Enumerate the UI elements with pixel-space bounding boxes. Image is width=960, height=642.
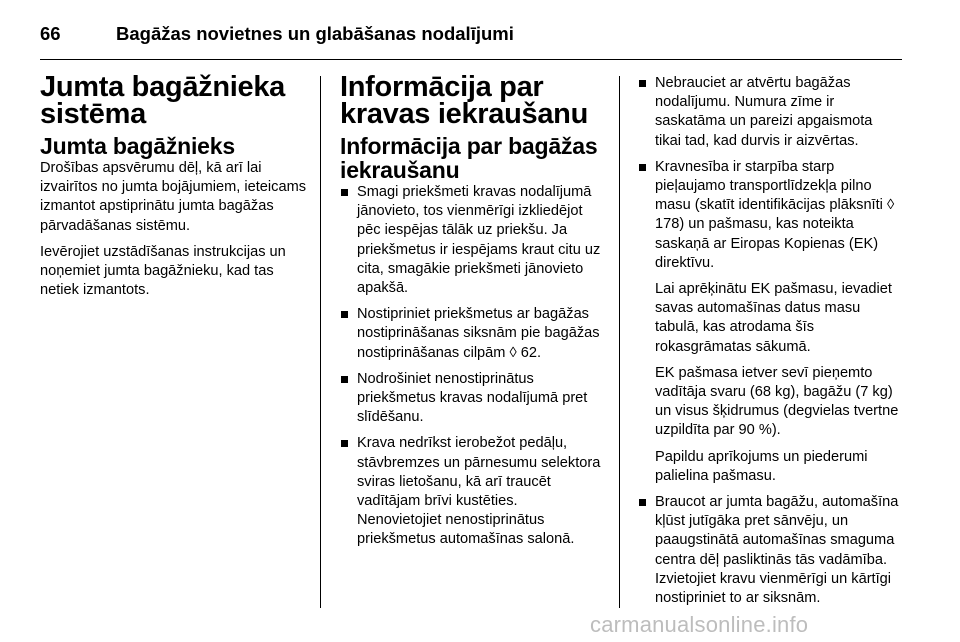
page-header (40, 14, 902, 54)
column-divider-2 (619, 76, 620, 608)
column-1 (40, 71, 312, 307)
column-2 (340, 71, 602, 557)
list-item: Krava nedrīkst ierobežot pedāļu, stāvbremzes un pārnesumu selektora sviras lietošanu, kā arī traucēt vadītājam brīvi kustēties. Nenovietojiet nenostiprinātus priekšmetus automašīnas salonā. (340, 434, 602, 549)
paragraph: EK pašmasa ietver sevī pieņemto vadītāja svaru (68 kg), bagāžu (7 kg) un visus šķidrumus (degvielas tvertne uzpildīta par 90 %). (655, 364, 899, 439)
list-item: Braucot ar jumta bagāžu, automašīna kļūst jutīgāka pret sānvēju, un paaugstinātā automašīnas smaguma centra dēļ pasliktinās tās vadāmība. Izvietojiet kravu vienmērīgi un kārtīgi nostipriniet to ar siksnām. (638, 493, 902, 608)
column-divider-1 (320, 76, 321, 608)
list-item: Nodrošiniet nenostiprinātus priekšmetus kravas nodalījumā pret slīdēšanu. (340, 370, 602, 428)
paragraph: Ievērojiet uzstādīšanas instrukcijas un noņemiet jumta bagāžnieku, kad tas netiek izmantots. (40, 243, 286, 299)
paragraph: Papildu aprīkojums un piederumi palielina pašmasu. (655, 448, 868, 484)
list-item: Smagi priekšmeti kravas nodalījumā jānovieto, tos vienmērīgi izkliedējot pēc iespējas tālāk uz priekšu. Ja priekšmetus ir iespējams kraut citu uz cita, smagākie priekšmeti jānovieto apakšā. (340, 183, 602, 298)
page-number: 66 (40, 23, 61, 44)
running-title: Bagāžas novietnes un glabāšanas nodalījumi (116, 23, 514, 44)
paragraph: Lai aprēķinātu EK pašmasu, ievadiet savas automašīnas datus masu tabulā, kas atrodama šīs rokasgrāmatas sākumā. (655, 281, 892, 355)
list-item (638, 158, 902, 486)
subsection-heading-roof-rack: Jumta bagāžnieks (40, 133, 235, 159)
paragraph: Kravnesība ir starpība starp pieļaujamo transportlīdzekļa pilno masu (skatīt identifikācijas plāksnīti ◊ 178) un pašmasu, kas noteikta saskaņā ar Eiropas Kopienas (EK) direktīvu. (655, 158, 895, 271)
section-heading-roof-rack-system: Jumta bagāžnieka sistēma (40, 71, 286, 130)
watermark-text: carmanualsonline.info (590, 612, 809, 637)
list-item: Nebrauciet ar atvērtu bagāžas nodalījumu. Numura zīme ir saskatāma un pareizi apgaismota tikai tad, kad durvis ir aizvērtas. (638, 74, 902, 151)
subsection-heading-luggage-loading: Informācija par bagāžas iekraušanu (340, 133, 598, 183)
header-rule (40, 59, 902, 60)
bullet-list (638, 74, 902, 608)
bullet-list (340, 183, 602, 550)
column-3 (638, 74, 902, 615)
paragraph: Drošības apsvērumu dēļ, kā arī lai izvairītos no jumta bojājumiem, ieteicams izmantot apstiprinātu jumta bagāžas pārvadāšanas sistēmu. (40, 160, 307, 234)
list-item: Nostipriniet priekšmetus ar bagāžas nostiprināšanas siksnām pie bagāžas nostiprināšanas cilpām ◊ 62. (340, 305, 602, 363)
section-heading-loading-info: Informācija par kravas iekraušanu (340, 71, 589, 130)
